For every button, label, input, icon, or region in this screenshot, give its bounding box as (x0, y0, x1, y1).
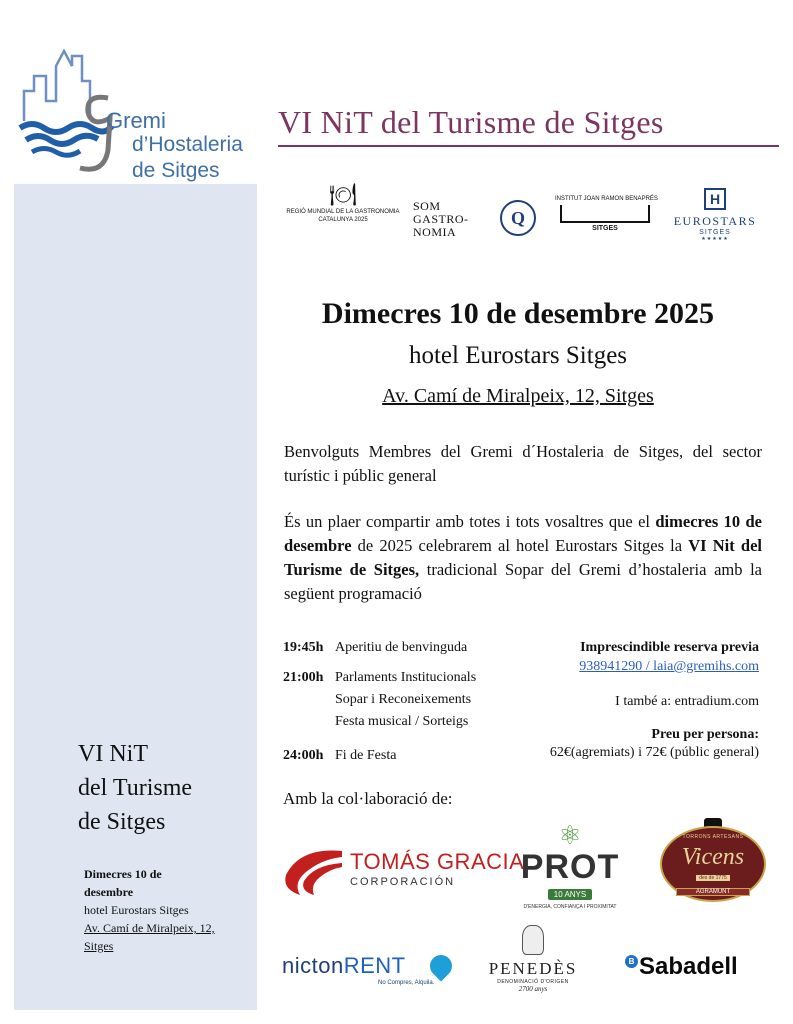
sidebar-title-line: VI NiT (78, 741, 148, 767)
program-item (283, 667, 476, 689)
sidebar-address: Av. Camí de Miralpeix, 12, (84, 921, 215, 935)
penedes-logo (478, 925, 588, 1001)
nictonrent-logo (282, 953, 457, 993)
institut-logo-text: SITGES (592, 225, 618, 232)
plate-icon: 🍽 (329, 182, 357, 207)
atom-icon: ⚛ (558, 820, 582, 850)
program-time: 19:45h (283, 640, 324, 655)
page-title: VI NiT del Turisme de Sitges (278, 104, 664, 140)
sidebar-date: desembre (84, 885, 134, 899)
reservation-contact-link[interactable]: 938941290 / laia@gremihs.com (579, 659, 759, 674)
event-address-text: Av. Camí de Miralpeix, 12, Sitges (382, 385, 654, 407)
intro-date: dimecres 10 de desembre (284, 512, 762, 555)
prot-logo (510, 820, 630, 910)
sidebar-title-line: del Turisme (78, 775, 193, 801)
program-activity: Sopar i Reconeixements (335, 692, 472, 707)
program-activity: Aperitiu de benvinguda (335, 640, 468, 655)
penedes-logo-text: DENOMINACIÓ D'ORIGEN (497, 979, 569, 985)
logo-text-hostaleria: d’Hostaleria (132, 133, 243, 156)
swoosh-icon (280, 845, 346, 899)
greeting-paragraph: Benvolguts Membres del Gremi d´Hostaleria de Sitges, del sector turístic i públic general (284, 442, 762, 485)
logo-text-gremi: Gremi (106, 108, 166, 133)
prot-logo-text: D'ENERGIA, CONFIANÇA I PROXIMITAT (523, 904, 617, 910)
som-logo-text: SOM (413, 199, 441, 213)
reservation-title: Imprescindible reserva previa (580, 640, 759, 655)
sabadell-b-icon: B (625, 955, 638, 968)
event-date: Dimecres 10 de desembre 2025 (321, 297, 715, 330)
sidebar (14, 16, 257, 1010)
logo-text-sitges: de Sitges (132, 159, 220, 182)
sidebar-event-details (84, 865, 244, 955)
tomas-logo-text: TOMÁS GRACIA (350, 849, 525, 874)
sidebar-hotel: hotel Eurostars Sitges (84, 903, 189, 917)
regio-gastronomia-logo (285, 182, 401, 224)
sidebar-title (78, 737, 192, 839)
event-address (278, 385, 758, 408)
sidebar-address: Sitges (84, 939, 114, 953)
vicens-logo-text: TORRONS ARTESANS (682, 834, 744, 840)
institut-logo-text: INSTITUT JOAN RAMON BENAPRÉS (555, 196, 658, 202)
intro-text: tradicional Sopar del Gremi d’hostaleria amb la següent programació (284, 560, 762, 603)
tomas-logo-text: CORPORACIÓN (350, 876, 456, 888)
program-activity: Fi de Festa (335, 748, 397, 763)
eurostars-logo-text: SITGES (699, 229, 731, 236)
nicton-logo-part: RENT (343, 953, 406, 978)
bust-icon (522, 925, 544, 955)
event-hotel: hotel Eurostars Sitges (408, 342, 628, 369)
som-gastronomia-logo (413, 200, 487, 239)
price-value: 62€(agremiats) i 72€ (públic general) (549, 745, 759, 760)
vicens-logo-text: Vicens (681, 844, 745, 870)
eurostars-logo-text: EUROSTARS (673, 214, 757, 228)
penedes-logo-text: 2700 anys (518, 985, 548, 993)
intro-text: de 2025 celebrarem al hotel Eurostars Sitges la (351, 536, 689, 555)
gremi-logo (14, 16, 257, 184)
intro-text: És un plaer compartir amb totes i tots vosaltres que el (284, 512, 656, 531)
price-title: Preu per persona: (651, 727, 759, 742)
program-activity: Festa musical / Sorteigs (335, 714, 469, 729)
sidebar-title-line: de Sitges (78, 809, 166, 835)
vicens-logo (660, 818, 766, 906)
intro-event-name: VI Nit del Turisme de Sitges, (284, 536, 762, 579)
nicton-tagline: No Compres, Alquila. (378, 980, 435, 986)
eurostars-h-icon: H (704, 188, 726, 210)
som-logo-text: GASTRO- (413, 212, 469, 226)
eurostars-logo (665, 188, 765, 242)
nicton-logo-part: nicton (282, 953, 344, 978)
prot-badge: 10 ANYS (548, 889, 592, 900)
vicens-ribbon: AGRAMUNT (676, 888, 750, 896)
intro-paragraph (284, 510, 762, 606)
title-underline (278, 145, 779, 147)
program-item (283, 745, 396, 767)
regio-logo-text: REGIÓ MUNDIAL DE LA GASTRONOMIA (286, 209, 400, 215)
institut-logo-icon (560, 205, 650, 223)
program-time: 21:00h (283, 670, 324, 685)
penedes-logo-text: PENEDÈS (488, 959, 578, 978)
tomas-gracia-logo (280, 843, 525, 901)
vicens-logo-text: des de 1775 (696, 875, 730, 881)
program-activity: Parlaments Institucionals (335, 670, 477, 685)
q-quality-logo: Q (500, 200, 536, 236)
sabadell-logo-text: Sabadell (639, 953, 738, 980)
institut-logo (555, 196, 658, 232)
regio-logo-text: CATALUNYA 2025 (318, 217, 368, 223)
prot-logo-text: PROT (520, 848, 620, 886)
som-logo-text: NOMIA (413, 225, 457, 239)
sidebar-date: Dimecres 10 de (84, 867, 162, 881)
sabadell-logo (625, 953, 765, 983)
program-time: 24:00h (283, 748, 324, 763)
reservation-also: I també a: entradium.com (615, 694, 759, 709)
stars-icon: ★★★★★ (701, 236, 729, 242)
program-item (283, 637, 467, 659)
collaboration-label: Amb la col·laboració de: (283, 789, 453, 808)
